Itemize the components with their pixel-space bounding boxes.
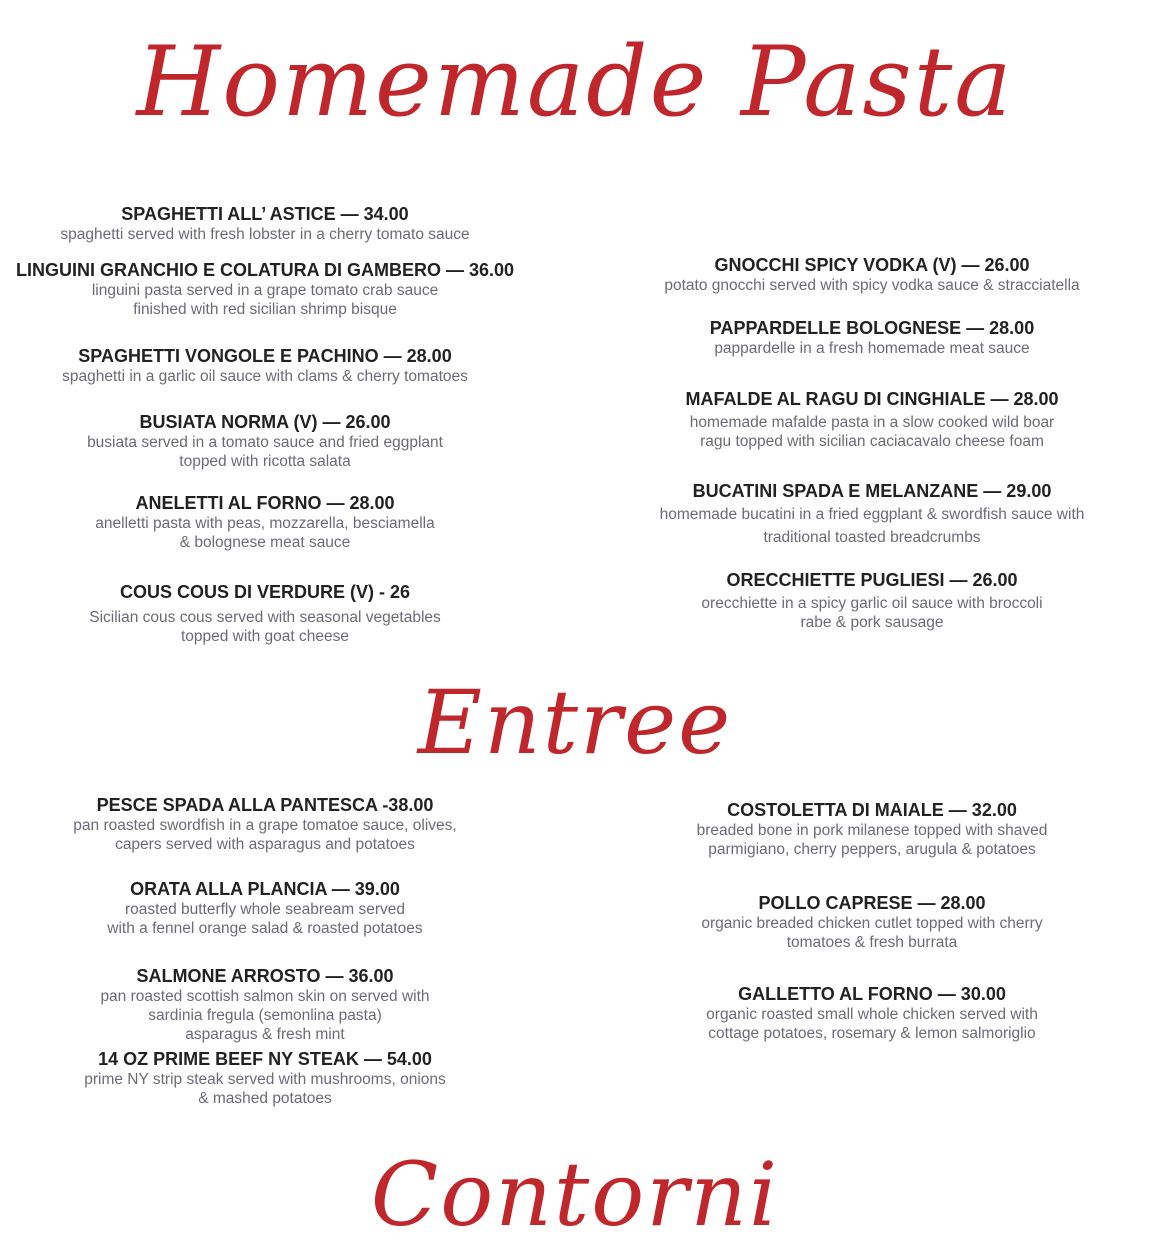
menu-item	[15, 1048, 515, 1108]
menu-item	[612, 388, 1132, 451]
item-desc: capers served with asparagus and potatoes	[115, 836, 415, 853]
item-desc: pan roasted scottish salmon skin on served with	[100, 988, 430, 1005]
item-desc: spaghetti in a garlic oil sauce with clams & cherry tomatoes	[62, 368, 468, 385]
menu-item	[612, 892, 1132, 952]
item-desc: rabe & pork sausage	[800, 614, 944, 631]
menu-item	[15, 794, 515, 854]
menu-item	[612, 254, 1132, 295]
item-desc: ragu topped with sicilian caciacavalo cheese foam	[700, 433, 1044, 450]
menu-item	[612, 317, 1132, 358]
item-name: GNOCCHI SPICY VODKA (V) — 26.00	[714, 255, 1030, 275]
item-desc: pan roasted swordfish in a grape tomatoe sauce, olives,	[73, 817, 457, 834]
item-desc: pappardelle in a fresh homemade meat sauce	[714, 340, 1030, 357]
menu-item	[15, 581, 515, 646]
item-name: ORECCHIETTE PUGLIESI — 26.00	[726, 570, 1018, 590]
item-name: SPAGHETTI ALL’ ASTICE — 34.00	[121, 204, 409, 224]
item-name: PESCE SPADA ALLA PANTESCA -38.00	[96, 795, 434, 815]
menu-item	[15, 878, 515, 938]
menu-item	[15, 345, 515, 386]
item-desc: busiata served in a tomato sauce and fried eggplant	[87, 434, 443, 451]
item-name: POLLO CAPRESE — 28.00	[758, 893, 986, 913]
item-desc: topped with ricotta salata	[179, 453, 351, 470]
menu-item	[612, 983, 1132, 1043]
item-desc: cottage potatoes, rosemary & lemon salmoriglio	[708, 1025, 1036, 1042]
item-desc: asparagus & fresh mint	[185, 1026, 345, 1043]
item-desc: & bolognese meat sauce	[179, 534, 351, 551]
item-desc: organic roasted small whole chicken served with	[706, 1006, 1038, 1023]
item-desc: traditional toasted breadcrumbs	[763, 529, 981, 546]
menu-item	[15, 965, 515, 1044]
item-desc: finished with red sicilian shrimp bisque	[133, 301, 397, 318]
item-name: ORATA ALLA PLANCIA — 39.00	[130, 879, 400, 899]
item-desc: linguini pasta served in a grape tomato crab sauce	[91, 282, 439, 299]
item-name: ANELETTI AL FORNO — 28.00	[135, 493, 395, 513]
item-name: BUSIATA NORMA (V) — 26.00	[139, 412, 391, 432]
item-desc: spaghetti served with fresh lobster in a cherry tomato sauce	[60, 226, 470, 243]
item-desc: Sicilian cous cous served with seasonal vegetables	[89, 609, 441, 626]
item-desc: prime NY strip steak served with mushrooms, onions	[84, 1071, 446, 1088]
item-name: SALMONE ARROSTO — 36.00	[136, 966, 394, 986]
menu-item	[15, 203, 515, 244]
item-desc: sardinia fregula (semonlina pasta)	[148, 1007, 382, 1024]
item-name: COUS COUS DI VERDURE (V) - 26	[119, 582, 411, 602]
menu-item	[612, 799, 1132, 859]
menu-item	[612, 480, 1132, 547]
item-desc: breaded bone in pork milanese topped with shaved	[696, 822, 1048, 839]
item-name: MAFALDE AL RAGU DI CINGHIALE — 28.00	[685, 389, 1059, 409]
item-name: SPAGHETTI VONGOLE E PACHINO — 28.00	[78, 346, 452, 366]
item-name: BUCATINI SPADA E MELANZANE — 29.00	[692, 481, 1052, 501]
item-desc: homemade bucatini in a fried eggplant & swordfish sauce with	[659, 506, 1085, 523]
menu-item	[15, 411, 515, 471]
item-desc: topped with goat cheese	[180, 628, 350, 645]
section-title-homemade-pasta: Homemade Pasta	[136, 26, 1014, 138]
item-desc: orecchiette in a spicy garlic oil sauce with broccoli	[701, 595, 1043, 612]
item-name: PAPPARDELLE BOLOGNESE — 28.00	[709, 318, 1035, 338]
item-desc: homemade mafalde pasta in a slow cooked wild boar	[689, 414, 1055, 431]
menu-item	[15, 259, 515, 319]
item-desc: organic breaded chicken cutlet topped with cherry	[701, 915, 1043, 932]
section-title-entree: Entree	[417, 671, 733, 774]
item-name: GALLETTO AL FORNO — 30.00	[738, 984, 1006, 1004]
item-desc: roasted butterfly whole seabream served	[124, 901, 405, 918]
item-desc: anelletti pasta with peas, mozzarella, besciamella	[95, 515, 435, 532]
menu-item	[612, 569, 1132, 632]
item-desc: with a fennel orange salad & roasted potatoes	[107, 920, 423, 937]
item-name: 14 OZ PRIME BEEF NY STEAK — 54.00	[98, 1049, 432, 1069]
section-title-contorni: Contorni	[370, 1143, 780, 1246]
item-desc: tomatoes & fresh burrata	[786, 934, 958, 951]
item-name: LINGUINI GRANCHIO E COLATURA DI GAMBERO — 36.00	[15, 260, 515, 280]
item-desc: parmigiano, cherry peppers, arugula & potatoes	[708, 841, 1036, 858]
item-desc: potato gnocchi served with spicy vodka sauce & stracciatella	[664, 277, 1080, 294]
item-name: COSTOLETTA DI MAIALE — 32.00	[727, 800, 1017, 820]
item-desc: & mashed potatoes	[198, 1090, 332, 1107]
menu-item	[15, 492, 515, 552]
